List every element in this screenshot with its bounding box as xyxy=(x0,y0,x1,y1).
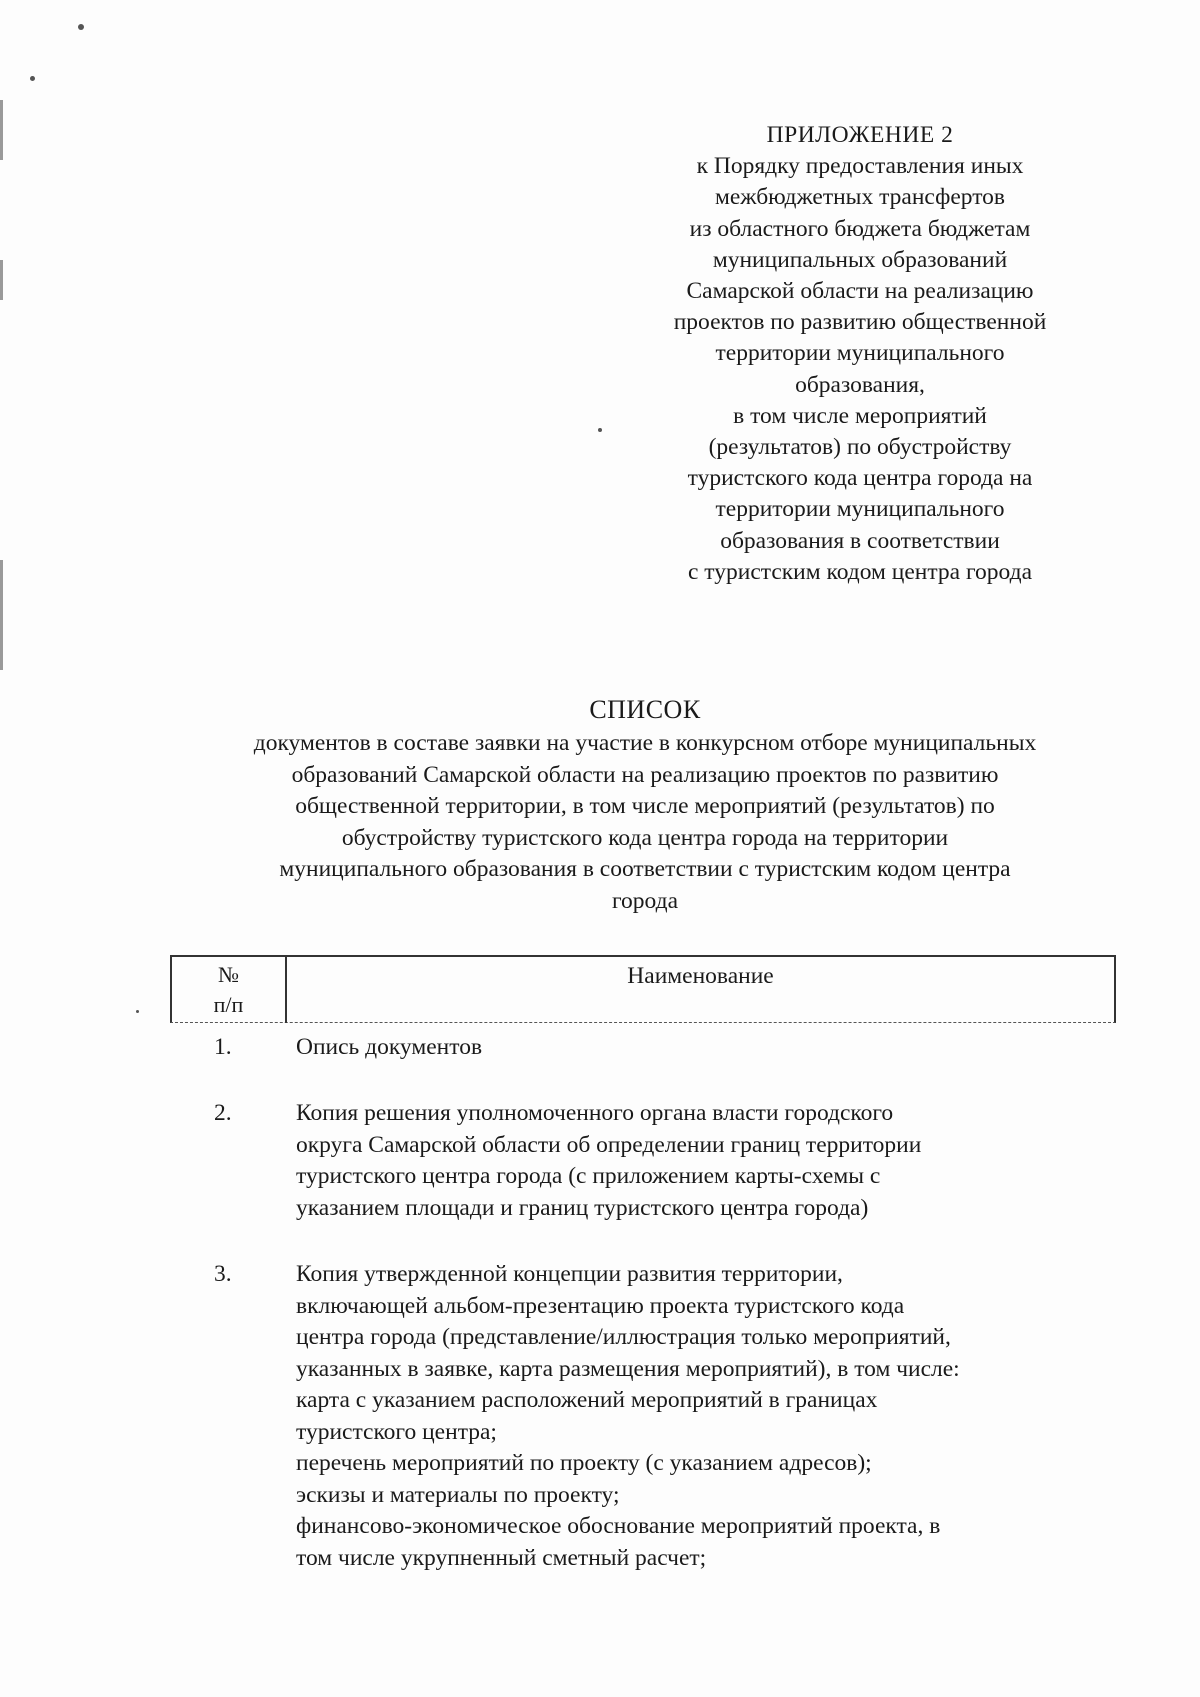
subtitle-line: обустройству туристского кода центра города на территории xyxy=(341,824,949,851)
appendix-line: межбюджетных трансфертов xyxy=(714,184,1006,211)
row-line: Копия решения уполномоченного органа власти городского xyxy=(296,1100,894,1126)
appendix-line: территории муниципального xyxy=(715,340,1005,367)
scan-speck xyxy=(598,428,602,432)
row-line: указанием площади и границ туристского центра города) xyxy=(296,1194,869,1221)
appendix-title: ПРИЛОЖЕНИЕ 2 xyxy=(766,122,954,148)
column-header-number xyxy=(172,957,287,1023)
appendix-line: образования, xyxy=(795,371,925,398)
appendix-line: в том числе мероприятий xyxy=(733,402,987,429)
row-line: перечень мероприятий по проекту (с указанием адресов); xyxy=(296,1450,872,1476)
list-subtitle xyxy=(150,728,1140,917)
appendix-line: проектов по развитию общественной xyxy=(673,309,1047,336)
subtitle-line: образований Самарской области на реализацию проектов по развитию xyxy=(291,761,999,788)
appendix-line: образования в соответствии xyxy=(720,527,1000,554)
scan-speck xyxy=(136,1010,139,1013)
number-sign: № xyxy=(218,962,239,987)
item-abbrev: п/п xyxy=(213,992,244,1017)
table-header xyxy=(170,955,1116,1023)
subtitle-line: документов в составе заявки на участие в конкурсном отборе муниципальных xyxy=(253,730,1037,756)
row-number: 3. xyxy=(214,1261,232,1287)
row-number: 1. xyxy=(214,1034,232,1060)
subtitle-line: общественной территории, в том числе мероприятий (результатов) по xyxy=(295,793,995,819)
row-text xyxy=(296,1259,1116,1574)
row-line: указанных в заявке, карта размещения мероприятий), в том числе: xyxy=(296,1355,960,1382)
appendix-header xyxy=(620,120,1100,588)
appendix-line: из областного бюджета бюджетам xyxy=(689,215,1031,242)
subtitle-line: муниципального образования в соответствии с туристским кодом центра xyxy=(279,856,1011,882)
row-line: том числе укрупненный сметный расчет; xyxy=(296,1544,707,1571)
appendix-line: с туристским кодом центра города xyxy=(687,558,1032,585)
scan-speck xyxy=(30,76,35,81)
row-line: Опись документов xyxy=(296,1034,483,1060)
column-header-name: Наименование xyxy=(627,963,774,989)
row-line: финансово-экономическое обоснование мероприятий проекта, в xyxy=(296,1513,941,1539)
row-text xyxy=(296,1098,1116,1224)
scan-speck xyxy=(78,24,84,30)
row-line: туристского центра города (с приложением карты-схемы с xyxy=(296,1163,881,1189)
row-line: эскизы и материалы по проекту; xyxy=(296,1481,620,1508)
scan-edge-mark xyxy=(0,560,3,670)
appendix-line: к Порядку предоставления иных xyxy=(696,153,1024,180)
subtitle-line: города xyxy=(611,887,678,914)
row-line: карта с указанием расположений мероприятий в границах xyxy=(296,1387,878,1413)
appendix-line: территории муниципального xyxy=(715,496,1005,523)
row-line: центра города (представление/иллюстрация только мероприятий, xyxy=(296,1324,951,1350)
row-line: Копия утвержденной концепции развития территории, xyxy=(296,1261,843,1287)
row-text xyxy=(296,1032,1116,1064)
row-line: округа Самарской области об определении границ территории xyxy=(296,1131,922,1158)
appendix-line: муниципальных образований xyxy=(712,246,1008,273)
scan-edge-mark xyxy=(0,260,3,300)
appendix-line: Самарской области на реализацию xyxy=(686,278,1034,305)
scan-edge-mark xyxy=(0,100,3,160)
appendix-line: туристского кода центра города на xyxy=(687,465,1033,492)
row-line: включающей альбом-презентацию проекта туристского кода xyxy=(296,1292,905,1319)
list-title: СПИСОК xyxy=(589,695,701,724)
row-number: 2. xyxy=(214,1100,232,1126)
appendix-line: (результатов) по обустройству xyxy=(708,434,1012,461)
row-line: туристского центра; xyxy=(296,1418,497,1445)
